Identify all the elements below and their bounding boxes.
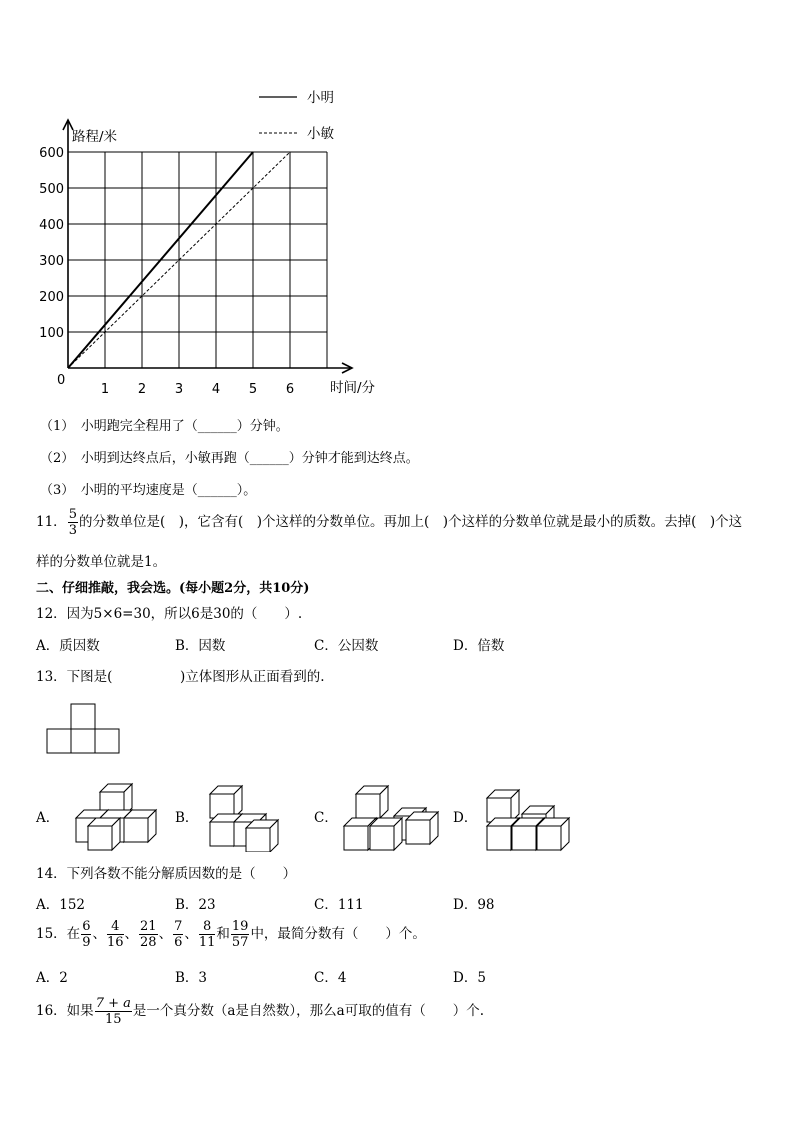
q12-option-b[interactable]: B．因数 <box>175 638 226 654</box>
cubes-figure-a[interactable] <box>68 782 168 852</box>
chart-grid <box>68 152 327 368</box>
q13-option-d[interactable]: D． <box>453 810 478 826</box>
cube-front-face <box>124 818 148 842</box>
cube-front-face <box>344 826 368 850</box>
legend-label-2: 小敏 <box>307 126 334 142</box>
q10-sub1: （1） 小明跑完全程用了（______）分钟。 <box>40 419 289 434</box>
q13-option-c[interactable]: C． <box>314 810 338 826</box>
cube-front-face <box>370 826 394 850</box>
q15-option-d[interactable]: D．5 <box>453 970 486 986</box>
x-axis-title: 时间/分 <box>330 380 376 396</box>
q11-number: 11． <box>36 514 67 530</box>
distance-time-chart <box>0 0 794 400</box>
q11-line2: 样的分数单位就是1。 <box>36 554 167 570</box>
cube-front-face <box>406 820 430 844</box>
q15-option-c[interactable]: C．4 <box>314 970 347 986</box>
cube-front-face <box>356 794 380 818</box>
q13-option-b[interactable]: B． <box>175 810 199 826</box>
legend-label-1: 小明 <box>307 90 334 106</box>
cube-front-face <box>487 826 511 850</box>
x-tick-label: 6 <box>285 382 295 397</box>
chart-legend <box>259 90 334 142</box>
cube-front-face <box>246 828 270 852</box>
q14-option-b[interactable]: B．23 <box>175 897 216 913</box>
cube-front-face <box>210 822 234 846</box>
section-heading: 二、仔细推敲，我会选。(每小题2分，共10分) <box>36 581 310 596</box>
x-tick-label: 1 <box>100 382 110 397</box>
q10-sub2: （2） 小明到达终点后，小敏再跑（______）分钟才能到达终点。 <box>40 451 419 466</box>
cubes-figure-d[interactable] <box>482 782 582 852</box>
x-tick-label: 5 <box>248 382 258 397</box>
q14-text: 14．下列各数不能分解质因数的是（ ） <box>36 866 297 882</box>
y-tick-label: 200 <box>39 290 64 305</box>
chart-axes <box>63 120 352 373</box>
y-axis-title: 路程/米 <box>72 129 118 145</box>
q12-option-d[interactable]: D．倍数 <box>453 638 505 654</box>
q15-text: 15．在 $\frac{6}{9}$ 、 $\frac{4}{16}$ 、 $\frac{21}{28}$ 、 $\frac{7}{6}$ 、 $\frac{8}{11}$ 和 $\frac{19}{57}$ 中，最简分数有（ ）个。 <box>36 919 426 950</box>
q11-text: 的分数单位是( )，它含有( )个这样的分数单位。再加上( )个这样的分数单位就是最小的质数。去掉( )个这 <box>78 514 743 530</box>
q15-option-a[interactable]: A．2 <box>36 970 68 986</box>
cube-front-face <box>512 826 536 850</box>
cubes-figure-c[interactable] <box>340 782 450 852</box>
x-tick-label: 2 <box>137 382 147 397</box>
q13-option-a[interactable]: A． <box>36 810 60 826</box>
q16-text: 16．如果 $\frac{7 + a}{15}$ 是一个真分数（a是自然数），那么a可取的值有（ ）个. <box>36 996 485 1027</box>
y-tick-label: 600 <box>39 146 64 161</box>
x-tick-label: 3 <box>174 382 184 397</box>
chart-labels <box>39 128 375 397</box>
q14-option-a[interactable]: A．152 <box>36 897 86 913</box>
q11-line1 <box>36 507 742 538</box>
q10-sub3: （3） 小明的平均速度是（______）。 <box>40 483 257 498</box>
front-view-figure <box>46 703 126 755</box>
q12-option-c[interactable]: C．公因数 <box>314 638 379 654</box>
q14-option-d[interactable]: D．98 <box>453 897 495 913</box>
x-tick-label: 4 <box>211 382 221 397</box>
origin-label: 0 <box>57 373 66 388</box>
q15-option-b[interactable]: B．3 <box>175 970 208 986</box>
y-tick-label: 100 <box>39 326 64 341</box>
q12-option-a[interactable]: A．质因数 <box>36 638 100 654</box>
y-tick-label: 400 <box>39 218 64 233</box>
cubes-figure-b[interactable] <box>205 782 305 852</box>
cube-front-face <box>537 826 561 850</box>
q12-text: 12．因为5×6=30，所以6是30的（ ）. <box>36 606 303 622</box>
q11-fraction: $\frac{5}{3}$ <box>68 507 77 538</box>
q14-option-c[interactable]: C．111 <box>314 897 364 913</box>
cube-front-face <box>88 826 112 850</box>
y-tick-label: 300 <box>39 254 64 269</box>
y-tick-label: 500 <box>39 182 64 197</box>
q13-text: 13．下图是( )立体图形从正面看到的. <box>36 669 325 685</box>
